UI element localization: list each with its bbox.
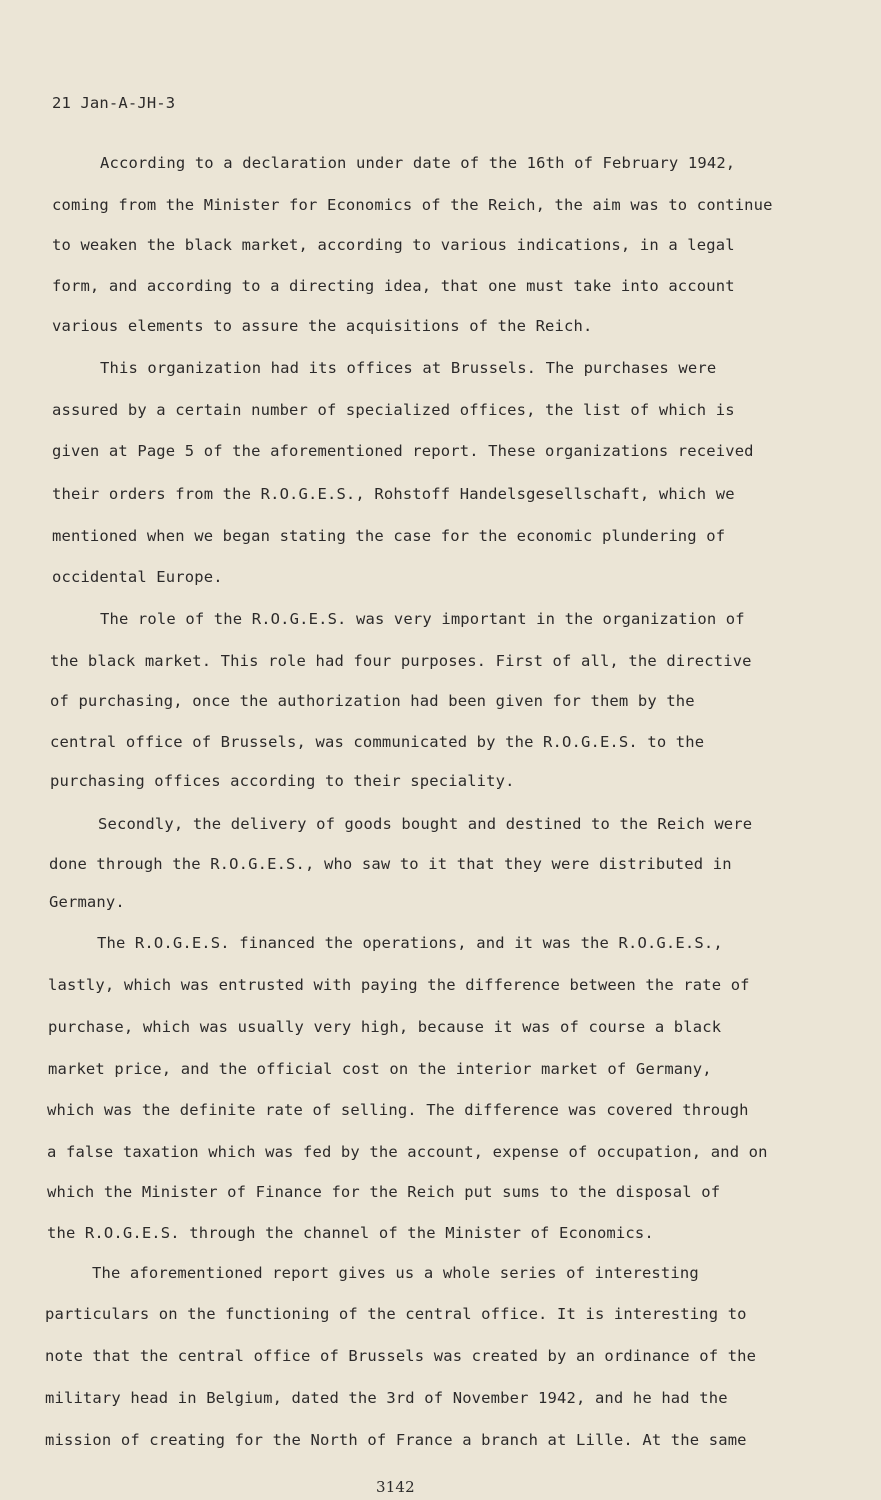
text-line: of purchasing, once the authorization had been given for them by the	[50, 692, 695, 710]
text-line: mentioned when we began stating the case for the economic plundering of	[52, 527, 726, 545]
text-line: According to a declaration under date of the 16th of February 1942,	[100, 154, 736, 172]
text-line: the R.O.G.E.S. through the channel of the Minister of Economics.	[47, 1224, 654, 1242]
text-line: to weaken the black market, according to various indications, in a legal	[52, 236, 735, 254]
text-line: assured by a certain number of specialized offices, the list of which is	[52, 401, 735, 419]
text-line: coming from the Minister for Economics of the Reich, the aim was to continue	[52, 196, 773, 214]
text-line: various elements to assure the acquisitions of the Reich.	[52, 317, 593, 335]
text-line: The role of the R.O.G.E.S. was very important in the organization of	[100, 610, 745, 628]
text-line: mission of creating for the North of France a branch at Lille. At the same	[45, 1431, 747, 1449]
text-line: purchasing offices according to their speciality.	[50, 772, 515, 790]
text-line: purchase, which was usually very high, because it was of course a black	[48, 1018, 722, 1036]
text-line: central office of Brussels, was communicated by the R.O.G.E.S. to the	[50, 733, 705, 751]
text-line: which the Minister of Finance for the Reich put sums to the disposal of	[47, 1183, 721, 1201]
text-line: form, and according to a directing idea, that one must take into account	[52, 277, 735, 295]
text-line: particulars on the functioning of the central office. It is interesting to	[45, 1305, 747, 1323]
text-line: Germany.	[49, 893, 125, 911]
text-line: lastly, which was entrusted with paying the difference between the rate of	[48, 976, 750, 994]
text-line: the black market. This role had four purposes. First of all, the directive	[50, 652, 752, 670]
text-line: which was the definite rate of selling. The difference was covered through	[47, 1101, 749, 1119]
text-line: military head in Belgium, dated the 3rd of November 1942, and he had the	[45, 1389, 728, 1407]
text-line: occidental Europe.	[52, 568, 223, 586]
text-line: Secondly, the delivery of goods bought and destined to the Reich were	[98, 815, 753, 833]
page-number: 3142	[376, 1478, 415, 1496]
text-line: their orders from the R.O.G.E.S., Rohstoff Handelsgesellschaft, which we	[52, 485, 735, 503]
text-line: The aforementioned report gives us a whole series of interesting	[92, 1264, 699, 1282]
text-line: done through the R.O.G.E.S., who saw to it that they were distributed in	[49, 855, 732, 873]
text-line: The R.O.G.E.S. financed the operations, and it was the R.O.G.E.S.,	[97, 934, 723, 952]
text-line: a false taxation which was fed by the account, expense of occupation, and on	[47, 1143, 768, 1161]
text-line: given at Page 5 of the aforementioned report. These organizations received	[52, 442, 754, 460]
text-line: market price, and the official cost on the interior market of Germany,	[48, 1060, 712, 1078]
document-reference: 21 Jan-A-JH-3	[52, 94, 176, 112]
text-line: This organization had its offices at Brussels. The purchases were	[100, 359, 717, 377]
text-line: note that the central office of Brussels was created by an ordinance of the	[45, 1347, 757, 1365]
